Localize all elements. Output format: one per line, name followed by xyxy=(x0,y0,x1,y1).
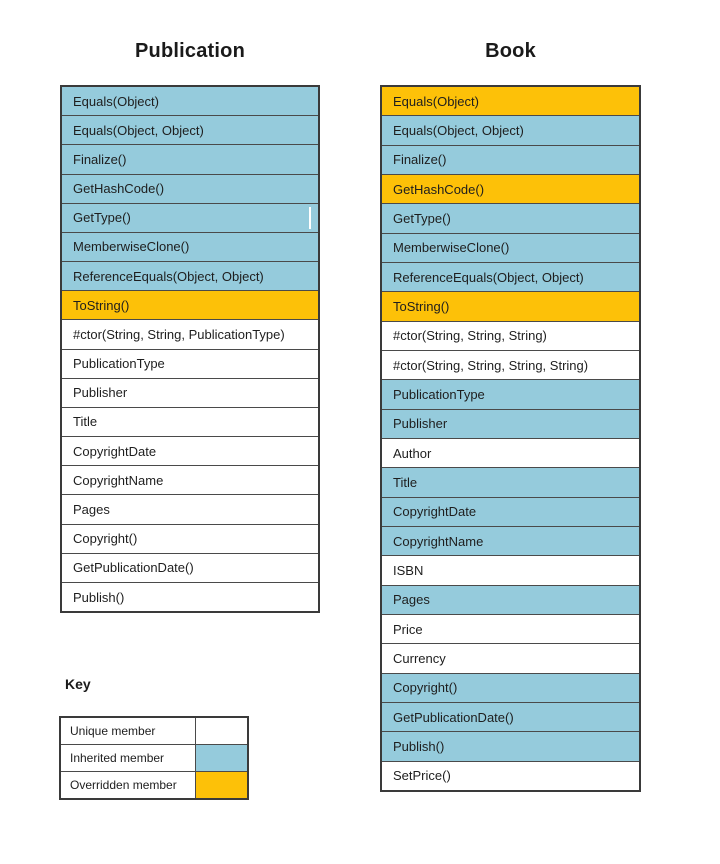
publication-member-row: Finalize() xyxy=(62,144,318,173)
book-member-row: ISBN xyxy=(382,555,639,584)
book-member-row: Equals(Object, Object) xyxy=(382,115,639,144)
key-label-inherited: Inherited member xyxy=(61,745,196,771)
key-row-overridden xyxy=(61,771,247,798)
publication-member-table xyxy=(60,85,320,613)
book-member-row: Publisher xyxy=(382,409,639,438)
key-row-inherited xyxy=(61,744,247,771)
book-member-row: GetHashCode() xyxy=(382,174,639,203)
publication-member-row: Publish() xyxy=(62,582,318,611)
book-member-table xyxy=(380,85,641,792)
book-member-row: GetPublicationDate() xyxy=(382,702,639,731)
publication-member-row: Copyright() xyxy=(62,524,318,553)
book-member-row: Currency xyxy=(382,643,639,672)
book-member-row: SetPrice() xyxy=(382,761,639,790)
key-row-unique xyxy=(61,718,247,744)
book-member-row: Copyright() xyxy=(382,673,639,702)
publication-member-row: Publisher xyxy=(62,378,318,407)
book-member-row: Author xyxy=(382,438,639,467)
book-member-row: Price xyxy=(382,614,639,643)
key-legend-table xyxy=(59,716,249,800)
book-member-row: Pages xyxy=(382,585,639,614)
book-member-row: #ctor(String, String, String, String) xyxy=(382,350,639,379)
screenshot-artifact-line xyxy=(309,207,311,229)
publication-member-row: #ctor(String, String, PublicationType) xyxy=(62,319,318,348)
publication-member-row: ReferenceEquals(Object, Object) xyxy=(62,261,318,290)
book-member-row: Title xyxy=(382,467,639,496)
book-member-row: GetType() xyxy=(382,203,639,232)
publication-member-row: GetHashCode() xyxy=(62,174,318,203)
book-member-row: CopyrightDate xyxy=(382,497,639,526)
book-member-row: Equals(Object) xyxy=(382,87,639,115)
publication-member-row: PublicationType xyxy=(62,349,318,378)
key-label-unique: Unique member xyxy=(61,718,196,744)
book-class-title: Book xyxy=(485,40,536,62)
book-member-row: #ctor(String, String, String) xyxy=(382,321,639,350)
key-heading: Key xyxy=(65,676,91,692)
book-member-row: MemberwiseClone() xyxy=(382,233,639,262)
publication-member-row: GetPublicationDate() xyxy=(62,553,318,582)
publication-member-row: ToString() xyxy=(62,290,318,319)
book-member-row: Publish() xyxy=(382,731,639,760)
publication-member-row: Title xyxy=(62,407,318,436)
publication-class-title: Publication xyxy=(135,40,245,62)
publication-member-row: MemberwiseClone() xyxy=(62,232,318,261)
key-swatch-overridden xyxy=(196,772,247,798)
key-swatch-unique xyxy=(196,718,247,744)
book-member-row: PublicationType xyxy=(382,379,639,408)
publication-member-row: CopyrightDate xyxy=(62,436,318,465)
publication-member-row: GetType() xyxy=(62,203,318,232)
book-member-row: ReferenceEquals(Object, Object) xyxy=(382,262,639,291)
publication-member-row: Equals(Object) xyxy=(62,87,318,115)
book-member-row: CopyrightName xyxy=(382,526,639,555)
publication-member-row: Pages xyxy=(62,494,318,523)
key-swatch-inherited xyxy=(196,745,247,771)
book-member-row: Finalize() xyxy=(382,145,639,174)
publication-member-row: CopyrightName xyxy=(62,465,318,494)
book-member-row: ToString() xyxy=(382,291,639,320)
publication-member-row: Equals(Object, Object) xyxy=(62,115,318,144)
key-label-overridden: Overridden member xyxy=(61,772,196,798)
